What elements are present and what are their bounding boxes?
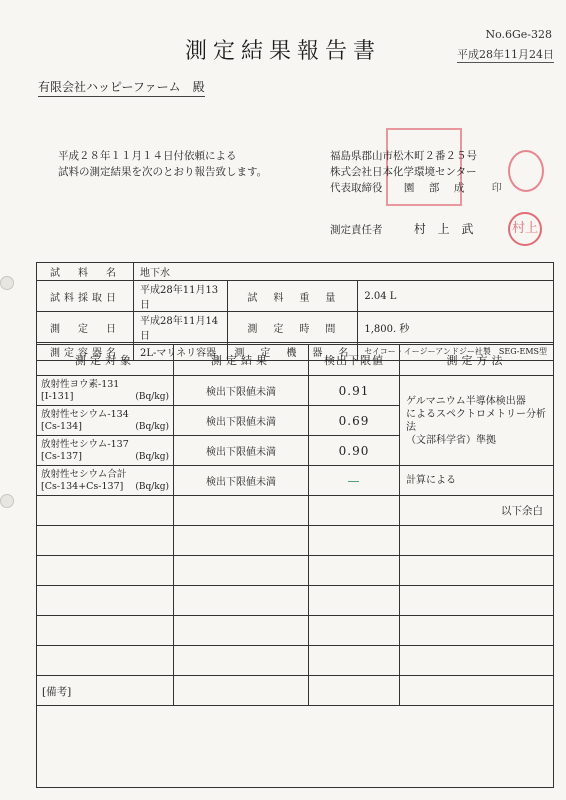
blank-note: 以下余白 <box>400 496 554 526</box>
target-cell <box>37 406 174 436</box>
table-row <box>37 616 554 646</box>
issuer-company: 株式会社日本化学環境センター <box>330 166 477 178</box>
result-cell: 検出下限値未満 <box>174 466 309 496</box>
representative-title: 代表取締役 <box>330 182 383 194</box>
table-row <box>37 526 554 556</box>
target-code: [Cs-137] <box>41 450 82 462</box>
table-row <box>37 646 554 676</box>
method-line-2: によるスペクトロメトリー分析法 <box>406 408 546 433</box>
method-total-cell: 計算による <box>400 466 554 496</box>
table-row <box>37 556 554 586</box>
result-cell: 検出下限値未満 <box>174 376 309 406</box>
sample-weight-value: 2.04 L <box>358 281 554 312</box>
target-name: 放射性セシウム合計 <box>41 468 127 480</box>
header-result: 測定結果 <box>174 345 309 376</box>
table-header-row <box>37 345 554 376</box>
measure-time-value: 1,800. 秒 <box>358 312 554 343</box>
target-cell <box>37 436 174 466</box>
method-line-3: （文部科学省）準拠 <box>406 434 496 446</box>
table-row <box>37 376 554 406</box>
target-code: [I-131] <box>41 390 74 402</box>
target-cell <box>37 376 174 406</box>
responsible-seal-stamp: 村上 <box>508 212 542 246</box>
sample-weight-label: 試 料 重 量 <box>228 281 358 312</box>
intro-line-2: 試料の測定結果を次のとおり報告致します。 <box>58 166 268 178</box>
container-value: 2L-マリネリ容器 <box>134 343 228 361</box>
responsible-label: 測定責任者 <box>330 224 383 236</box>
container-label: 測定容器名 <box>37 343 134 361</box>
table-row <box>37 586 554 616</box>
seal-mark: 印 <box>491 183 502 194</box>
target-cell <box>37 466 174 496</box>
header-method: 測定方法 <box>400 345 554 376</box>
device-value: セイコー・イージーアンドジー社製 SEG-EMS型 <box>358 343 554 361</box>
table-row <box>37 466 554 496</box>
target-name: 放射性ヨウ素-131 <box>41 378 120 390</box>
table-row <box>37 281 554 312</box>
collection-date-value: 平成28年11月13日 <box>134 281 228 312</box>
table-row <box>37 676 554 706</box>
measure-date-label: 測 定 日 <box>37 312 134 343</box>
unit-label: (Bq/kg) <box>135 452 169 462</box>
addressee: 有限会社ハッピーファーム 殿 <box>38 78 205 97</box>
results-table <box>36 344 554 706</box>
document-number: No.6Ge-328 <box>485 28 552 41</box>
limit-cell: 0.90 <box>309 436 400 466</box>
issuer-block <box>330 148 502 197</box>
limit-cell: — <box>309 466 400 496</box>
measure-time-label: 測 定 時 間 <box>228 312 358 343</box>
responsible-name: 村 上 武 <box>413 222 478 236</box>
issuer-representative <box>330 180 502 197</box>
table-row <box>37 496 554 526</box>
target-code: [Cs-134] <box>41 420 82 432</box>
sample-name-value: 地下水 <box>134 263 554 281</box>
result-cell: 検出下限値未満 <box>174 406 309 436</box>
target-name: 放射性セシウム-134 <box>41 408 129 420</box>
header-target: 測定対象 <box>37 345 174 376</box>
representative-name: 園 部 成 <box>403 182 467 194</box>
method-cell <box>400 376 554 466</box>
result-cell: 検出下限値未満 <box>174 436 309 466</box>
issue-date: 平成28年11月24日 <box>457 48 554 61</box>
intro-text <box>58 148 267 180</box>
table-row <box>37 263 554 281</box>
remarks-label: [備考] <box>42 686 72 698</box>
measure-date-value: 平成28年11月14日 <box>134 312 228 343</box>
punch-hole <box>0 494 14 508</box>
unit-label: (Bq/kg) <box>135 422 169 432</box>
responsible-person <box>330 220 477 237</box>
header-limit: 検出下限値 <box>309 345 400 376</box>
table-row <box>37 312 554 343</box>
unit-label: (Bq/kg) <box>135 482 169 492</box>
target-name: 放射性セシウム-137 <box>41 438 129 450</box>
intro-line-1: 平成２８年１１月１４日付依頼による <box>58 150 237 162</box>
collection-date-label: 試料採取日 <box>37 281 134 312</box>
device-label: 測 定 機 器 名 <box>228 343 358 361</box>
target-code: [Cs-134+Cs-137] <box>41 480 124 492</box>
sample-name-label: 試 料 名 <box>37 263 134 281</box>
punch-hole <box>0 276 14 290</box>
limit-cell: 0.69 <box>309 406 400 436</box>
document-title: 測定結果報告書 <box>184 39 381 64</box>
limit-cell: 0.91 <box>309 376 400 406</box>
unit-label: (Bq/kg) <box>135 392 169 402</box>
representative-seal-stamp <box>508 150 544 192</box>
issuer-address: 福島県郡山市松木町２番２５号 <box>330 150 477 162</box>
method-line-1: ゲルマニウム半導体検出器 <box>406 395 526 407</box>
